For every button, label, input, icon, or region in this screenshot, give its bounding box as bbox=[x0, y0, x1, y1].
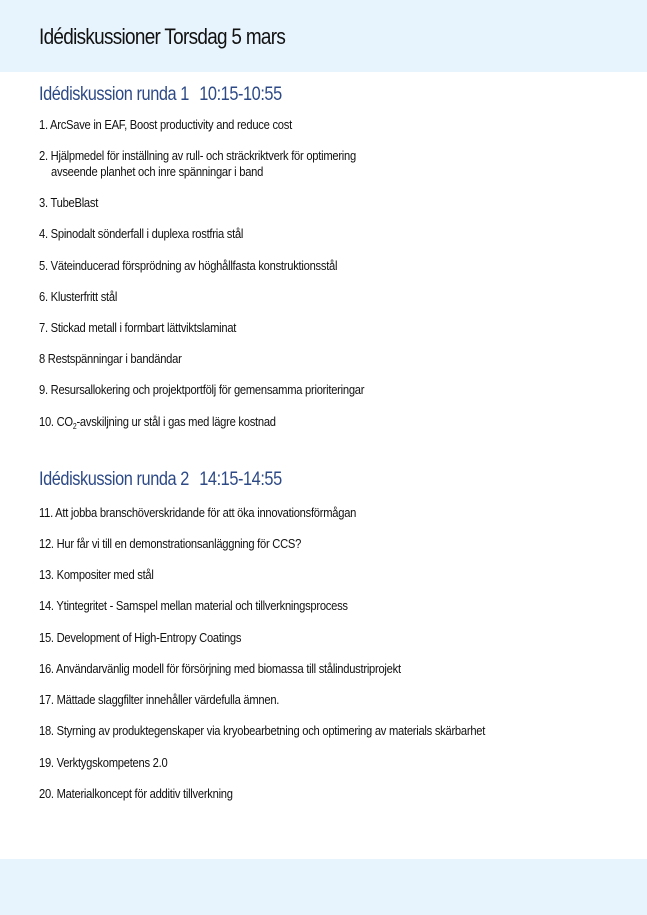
list-item: 7. Stickad metall i formbart lättviktslaminat bbox=[39, 320, 237, 335]
list-item-line1: 2. Hjälpmedel för inställning av rull- och sträckriktverk för optimering bbox=[39, 148, 356, 163]
list-item: 3. TubeBlast bbox=[39, 195, 99, 210]
list-item bbox=[39, 414, 276, 430]
round1-heading bbox=[39, 84, 282, 106]
list-item: 15. Development of High-Entropy Coatings bbox=[39, 630, 242, 645]
round2-heading bbox=[39, 469, 282, 491]
list-item: 9. Resursallokering och projektportfölj för gemensamma prioriteringar bbox=[39, 382, 365, 397]
list-item: 8 Restspänningar i bandändar bbox=[39, 351, 182, 366]
list-item: 1. ArcSave in EAF, Boost productivity and reduce cost bbox=[39, 117, 292, 132]
list-item: 18. Styrning av produktegenskaper via kryobearbetning och optimering av materials skärbarhet bbox=[39, 723, 486, 738]
list-item bbox=[39, 148, 356, 180]
round2-time: 14:15-14:55 bbox=[199, 469, 282, 490]
co2-subscript: 2 bbox=[72, 422, 77, 431]
list-item: 14. Ytintegritet - Samspel mellan material och tillverkningsprocess bbox=[39, 598, 348, 613]
list-item: 13. Kompositer med stål bbox=[39, 567, 154, 582]
round1-time: 10:15-10:55 bbox=[199, 84, 282, 105]
list-item: 11. Att jobba branschöverskridande för att öka innovationsförmågan bbox=[39, 505, 357, 520]
footer-band bbox=[0, 859, 647, 915]
list-item: 20. Materialkoncept för additiv tillverkning bbox=[39, 786, 233, 801]
round1-title: Idédiskussion runda 1 bbox=[39, 84, 189, 105]
list-item: 12. Hur får vi till en demonstrationsanläggning för CCS? bbox=[39, 536, 302, 551]
list-item: 16. Användarvänlig modell för försörjning med biomassa till stålindustriprojekt bbox=[39, 661, 401, 676]
list-item: 4. Spinodalt sönderfall i duplexa rostfria stål bbox=[39, 226, 244, 241]
page-title: Idédiskussioner Torsdag 5 mars bbox=[39, 24, 286, 49]
list-item: 19. Verktygskompetens 2.0 bbox=[39, 755, 168, 770]
co2-suffix: -avskiljning ur stål i gas med lägre kostnad bbox=[76, 414, 276, 429]
list-item-line2: avseende planhet och inre spänningar i band bbox=[51, 164, 264, 179]
list-item: 5. Väteinducerad försprödning av höghållfasta konstruktionsstål bbox=[39, 258, 338, 273]
list-item: 17. Mättade slaggfilter innehåller värdefulla ämnen. bbox=[39, 692, 280, 707]
co2-prefix: 10. CO bbox=[39, 414, 73, 429]
round2-title: Idédiskussion runda 2 bbox=[39, 469, 189, 490]
list-item: 6. Klusterfritt stål bbox=[39, 289, 118, 304]
